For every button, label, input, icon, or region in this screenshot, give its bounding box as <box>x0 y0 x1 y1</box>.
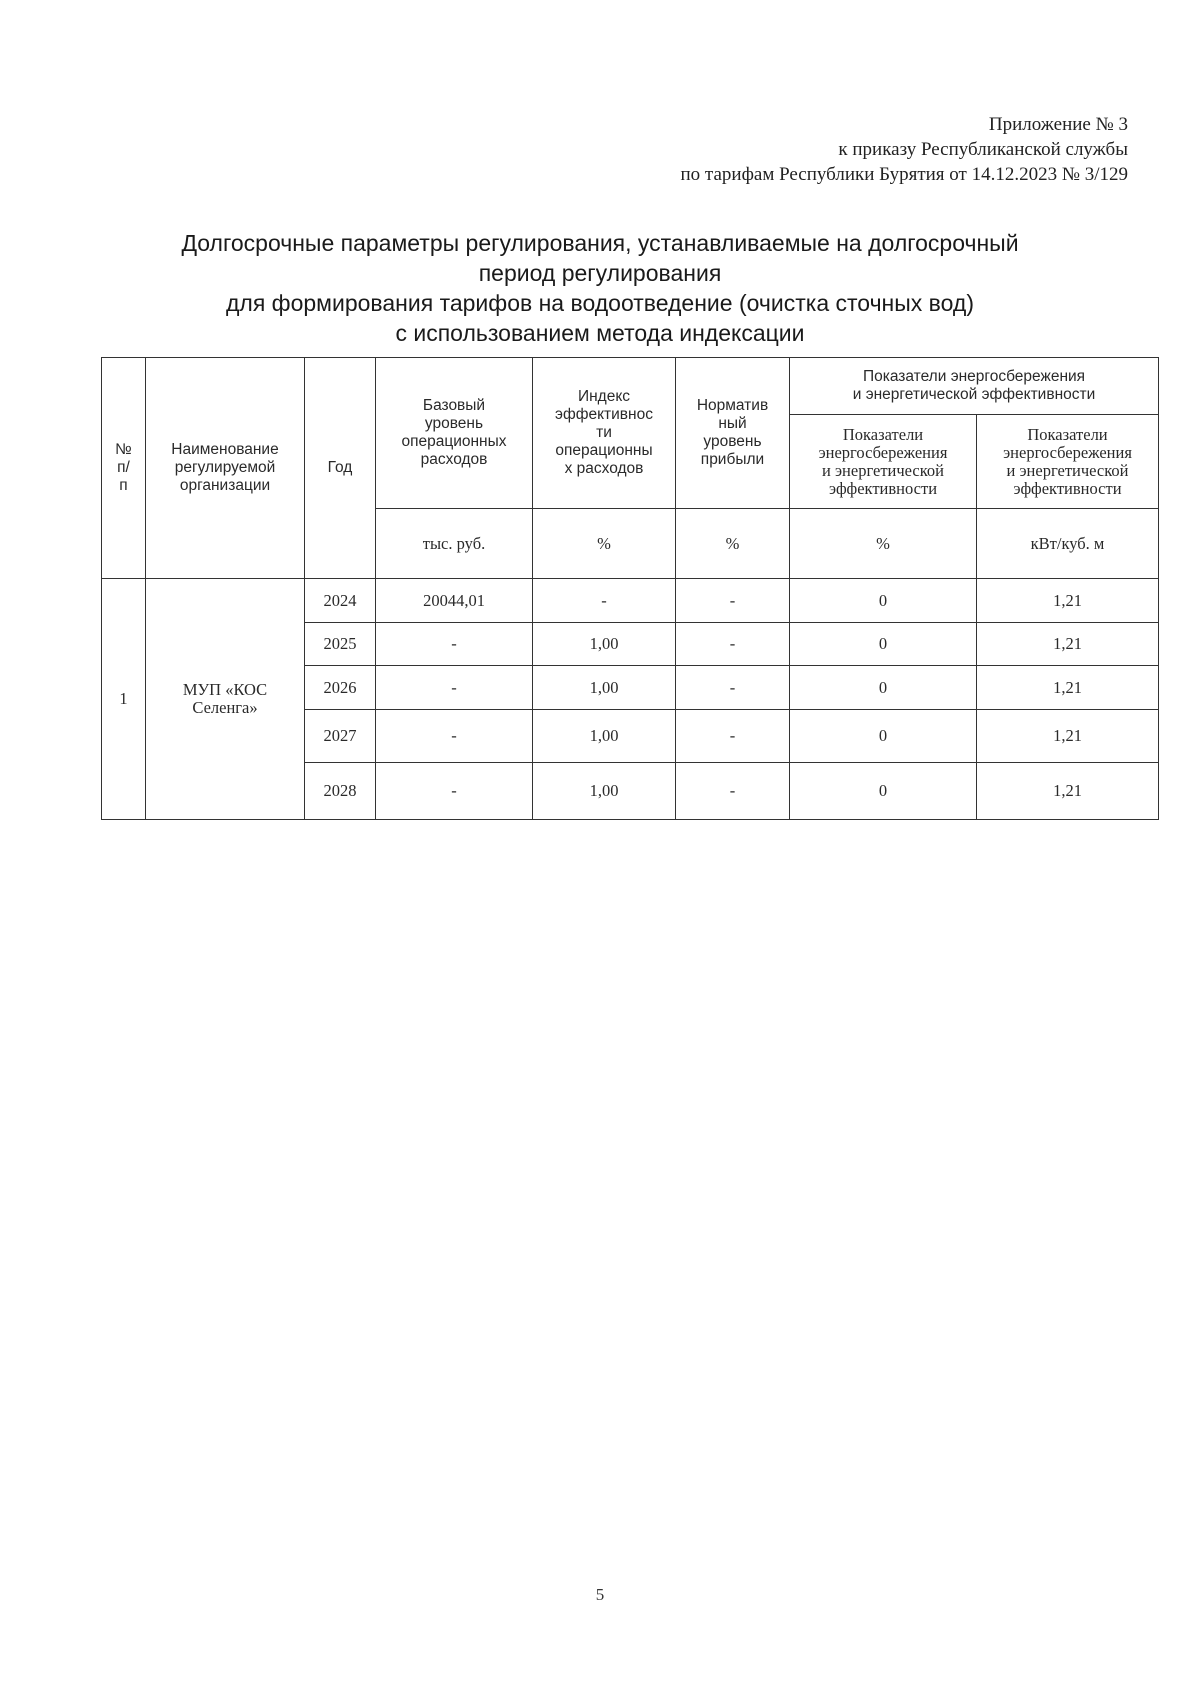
unit-profit-norm: % <box>676 509 790 579</box>
title-line-2: период регулирования <box>478 260 722 286</box>
efficiency-index-cell: 1,00 <box>533 710 676 763</box>
unit-energy-2: кВт/куб. м <box>977 509 1159 579</box>
efficiency-index-cell: 1,00 <box>533 623 676 666</box>
energy-1-cell: 0 <box>790 579 977 623</box>
title-line-1: Долгосрочные параметры регулирования, устанавливаемые на долгосрочный <box>181 230 1019 256</box>
header-profit-norm: Норматив ный уровень прибыли <box>676 358 790 509</box>
energy-1-cell: 0 <box>790 623 977 666</box>
header-base-costs: Базовый уровень операционных расходов <box>376 358 533 509</box>
base-costs-cell: - <box>376 623 533 666</box>
energy-2-cell: 1,21 <box>977 710 1159 763</box>
year-cell: 2025 <box>305 623 376 666</box>
year-cell: 2026 <box>305 666 376 710</box>
efficiency-index-cell: 1,00 <box>533 763 676 820</box>
year-cell: 2028 <box>305 763 376 820</box>
org-name: МУП «КОС Селенга» <box>146 579 305 820</box>
energy-2-cell: 1,21 <box>977 666 1159 710</box>
base-costs-cell: - <box>376 666 533 710</box>
energy-1-cell: 0 <box>790 763 977 820</box>
year-cell: 2024 <box>305 579 376 623</box>
profit-norm-cell: - <box>676 623 790 666</box>
energy-2-cell: 1,21 <box>977 623 1159 666</box>
header-energy-sub-2: Показатели энергосбережения и энергетической эффективности <box>977 415 1159 509</box>
header-energy-sub-1: Показатели энергосбережения и энергетической эффективности <box>790 415 977 509</box>
base-costs-cell: - <box>376 763 533 820</box>
base-costs-cell: - <box>376 710 533 763</box>
header-organization: Наименование регулируемой организации <box>146 358 305 579</box>
efficiency-index-cell: 1,00 <box>533 666 676 710</box>
title-line-4: с использованием метода индексации <box>395 320 805 346</box>
header-number: № п/ п <box>102 358 146 579</box>
energy-2-cell: 1,21 <box>977 763 1159 820</box>
energy-2-cell: 1,21 <box>977 579 1159 623</box>
org-number: 1 <box>102 579 146 820</box>
energy-1-cell: 0 <box>790 710 977 763</box>
table-row <box>102 579 1159 623</box>
header-energy-group: Показатели энергосбережения и энергетической эффективности <box>790 358 1159 415</box>
profit-norm-cell: - <box>676 666 790 710</box>
header-year: Год <box>305 358 376 579</box>
profit-norm-cell: - <box>676 579 790 623</box>
profit-norm-cell: - <box>676 710 790 763</box>
regulation-parameters-table <box>101 357 1159 820</box>
title-line-3: для формирования тарифов на водоотведение (очистка сточных вод) <box>225 290 975 316</box>
page-number: 5 <box>595 1585 605 1604</box>
unit-base-costs: тыс. руб. <box>376 509 533 579</box>
appendix-line-1: Приложение № 3 <box>988 114 1128 135</box>
appendix-line-2: к приказу Республиканской службы <box>838 139 1128 160</box>
appendix-line-3: по тарифам Республики Бурятия от 14.12.2023 № 3/129 <box>680 164 1128 185</box>
profit-norm-cell: - <box>676 763 790 820</box>
unit-efficiency-index: % <box>533 509 676 579</box>
header-efficiency-index: Индекс эффективнос ти операционны х расходов <box>533 358 676 509</box>
document-title <box>150 228 1050 348</box>
year-cell: 2027 <box>305 710 376 763</box>
base-costs-cell: 20044,01 <box>376 579 533 623</box>
energy-1-cell: 0 <box>790 666 977 710</box>
efficiency-index-cell: - <box>533 579 676 623</box>
unit-energy-1: % <box>790 509 977 579</box>
appendix-header <box>681 112 1128 187</box>
